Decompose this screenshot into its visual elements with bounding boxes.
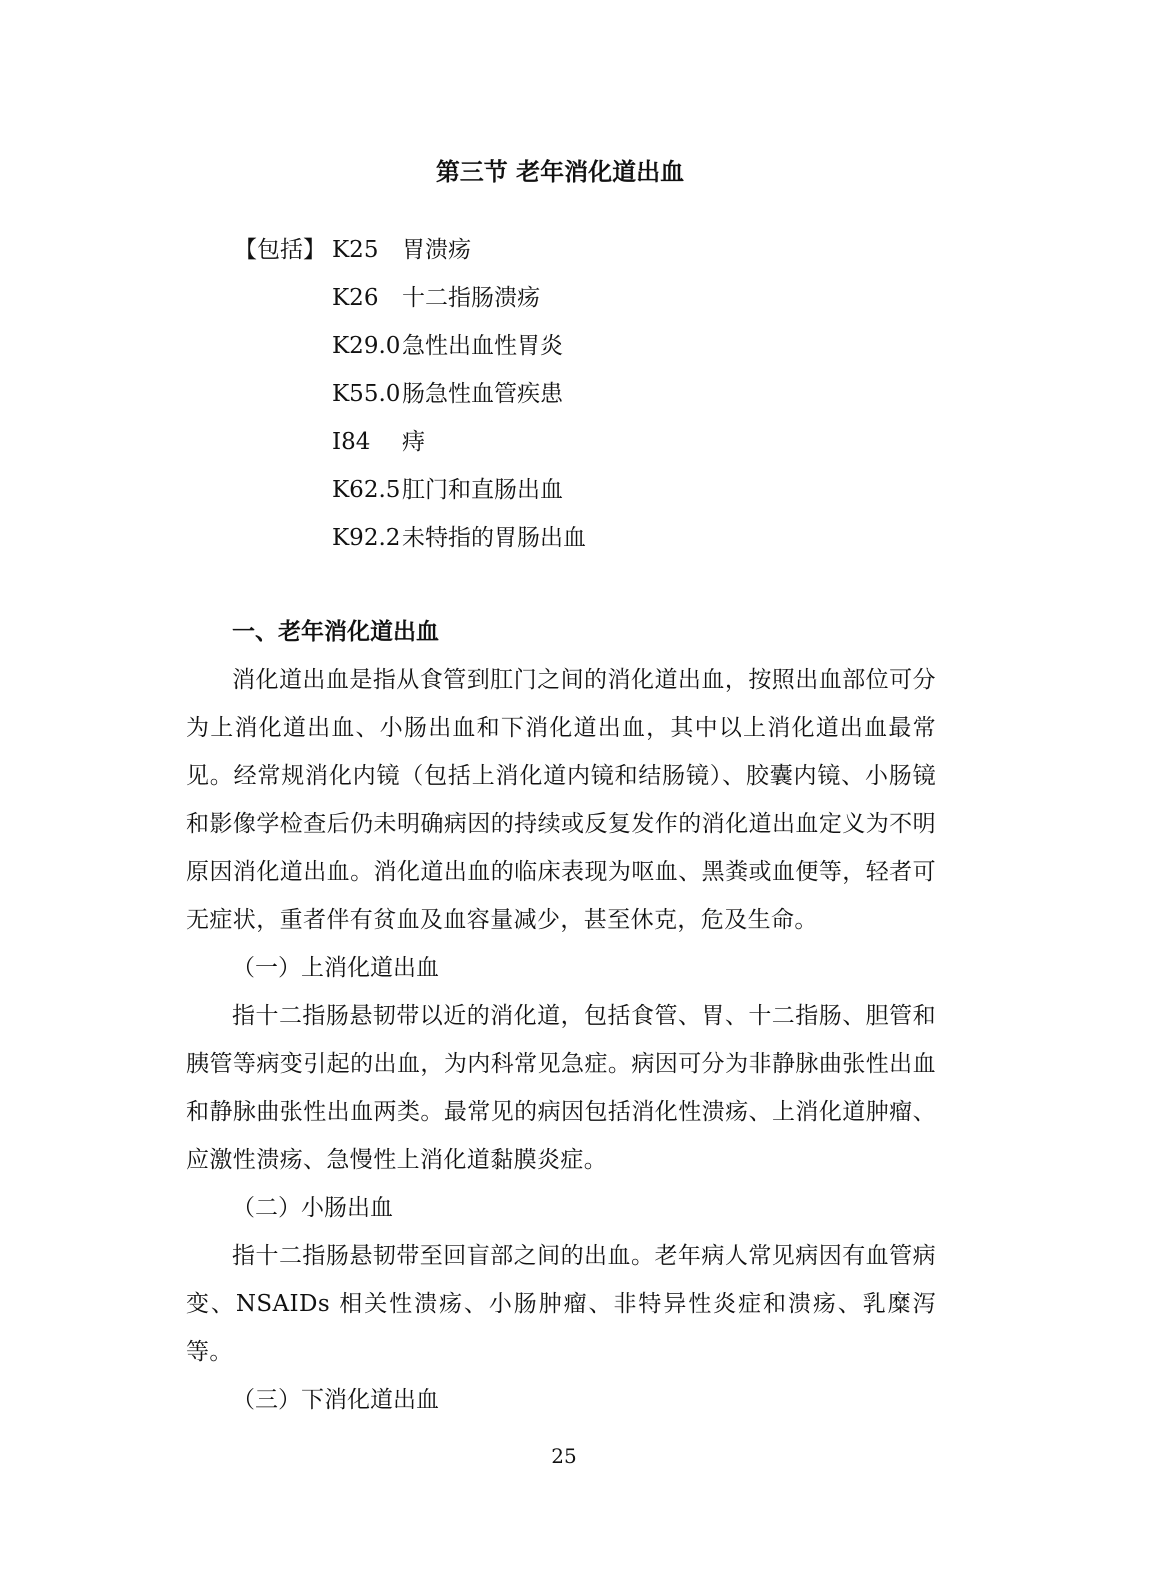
icd-code: I84 xyxy=(332,429,371,455)
icd-name: 胃溃疡 xyxy=(402,237,471,263)
upper-gi-paragraph: 指十二指肠悬韧带以近的消化道，包括食管、胃、十二指肠、胆管和胰管等病变引起的出血，为内科常见急症。病因可分为非静脉曲张性出血和静脉曲张性出血两类。最常见的病因包括消化性溃疡、上消化道肿瘤、应激性溃疡、急慢性上消化道黏膜炎症。 xyxy=(186,1003,936,1173)
icd-code: K25 xyxy=(332,237,379,263)
code-row xyxy=(234,418,586,466)
page-title: 第三节 老年消化道出血 xyxy=(435,157,685,186)
small-intestine-paragraph: 指十二指肠悬韧带至回盲部之间的出血。老年病人常见病因有血管病变、NSAIDs 相关性溃疡、小肠肿瘤、非特异性炎症和溃疡、乳糜泻等。 xyxy=(186,1243,936,1365)
intro-paragraph: 消化道出血是指从食管到肛门之间的消化道出血，按照出血部位可分为上消化道出血、小肠出血和下消化道出血，其中以上消化道出血最常见。经常规消化内镜（包括上消化道内镜和结肠镜）、胶囊内镜、小肠镜和影像学检查后仍未明确病因的持续或反复发作的消化道出血定义为不明原因消化道出血。消化道出血的临床表现为呕血、黑粪或血便等，轻者可无症状，重者伴有贫血及血容量减少，甚至休克，危及生命。 xyxy=(186,667,936,933)
icd-name: 十二指肠溃疡 xyxy=(402,285,540,311)
code-row xyxy=(234,514,586,562)
icd-name: 肠急性血管疾患 xyxy=(402,381,563,407)
include-label: 【包括】 xyxy=(234,237,326,263)
icd-code: K92.2 xyxy=(332,525,401,551)
page-number: 25 xyxy=(551,1444,577,1468)
code-row xyxy=(234,466,586,514)
icd-name: 未特指的胃肠出血 xyxy=(402,525,586,551)
subsection-heading-lower: （三）下消化道出血 xyxy=(232,1387,439,1413)
icd-code: K55.0 xyxy=(332,381,401,407)
icd-name: 痔 xyxy=(402,429,425,455)
icd-code: K26 xyxy=(332,285,379,311)
icd-name: 急性出血性胃炎 xyxy=(402,333,563,359)
code-row xyxy=(234,370,586,418)
subsection-heading-small: （二）小肠出血 xyxy=(232,1195,393,1221)
icd-code-list xyxy=(234,226,586,562)
icd-name: 肛门和直肠出血 xyxy=(402,477,563,503)
section-body xyxy=(186,608,936,1424)
code-row xyxy=(234,274,586,322)
icd-code: K62.5 xyxy=(332,477,401,503)
subsection-heading-upper: （一）上消化道出血 xyxy=(232,955,439,981)
section-heading: 一、老年消化道出血 xyxy=(232,618,439,645)
icd-code: K29.0 xyxy=(332,333,401,359)
code-row xyxy=(234,226,586,274)
code-row xyxy=(234,322,586,370)
